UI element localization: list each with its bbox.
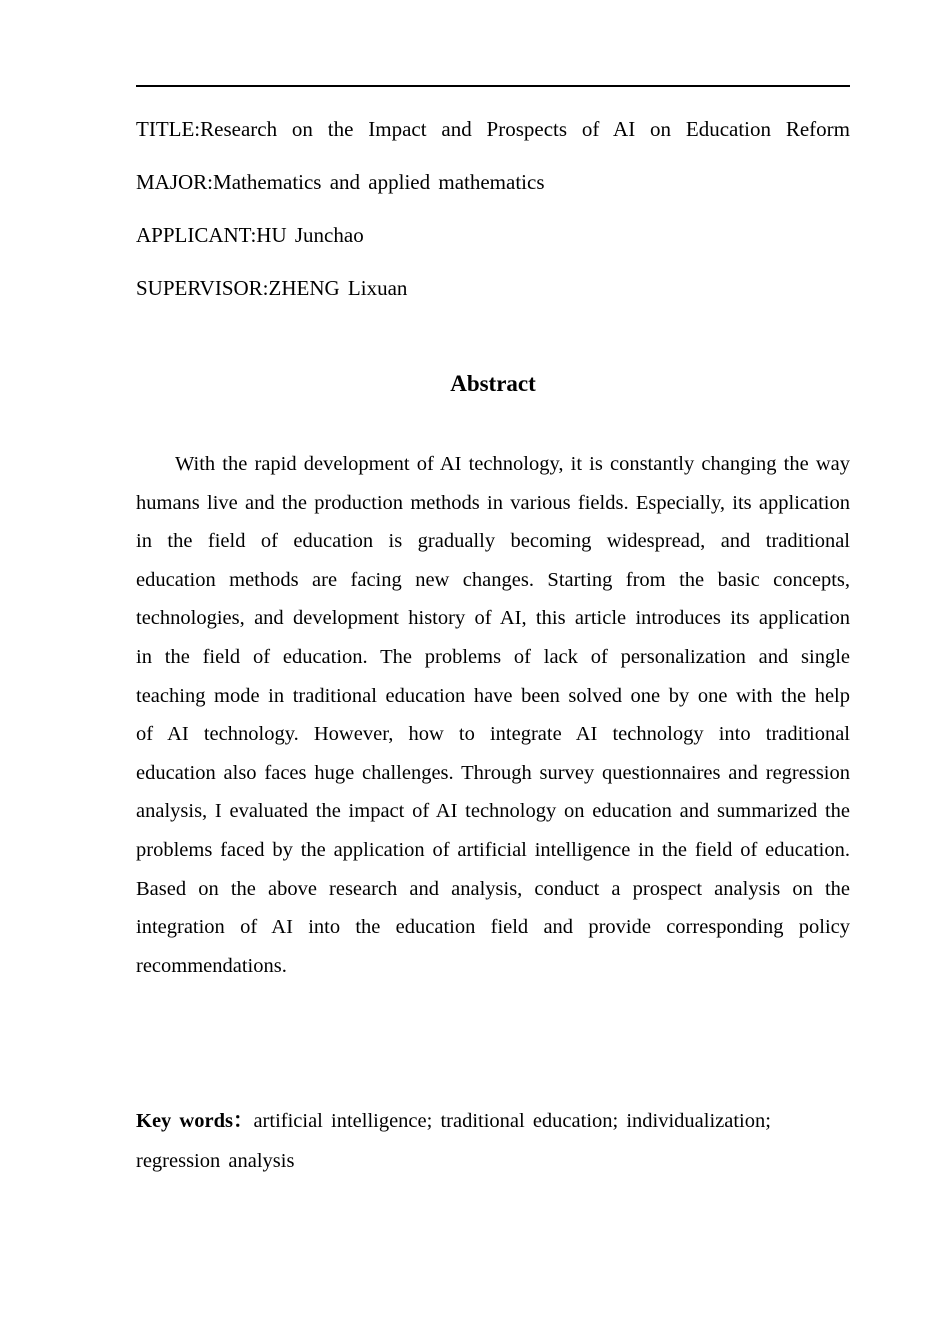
- supervisor-line: SUPERVISOR:ZHENG Lixuan: [136, 276, 408, 300]
- major-line: MAJOR:Mathematics and applied mathematics: [136, 170, 545, 194]
- header-rule: [136, 85, 850, 87]
- abstract-heading: Abstract: [450, 371, 536, 396]
- thesis-title-line: TITLE:Research on the Impact and Prospects of AI on Education Reform: [136, 117, 850, 141]
- keywords-text: artificial intelligence; traditional education; individualization; regression analysis: [136, 1110, 771, 1172]
- keywords-label: Key words：: [136, 1110, 254, 1132]
- keywords-paragraph: [136, 1101, 850, 1181]
- applicant-line: APPLICANT:HU Junchao: [136, 223, 364, 247]
- abstract-body: With the rapid development of AI technology, it is constantly changing the way humans live and the production methods in various fields. Especially, its application in the field of education is gradually becoming widespread, and traditional education methods are facing new changes. Starting from the basic concepts, technologies, and development history of AI, this article introduces its application in the field of education. The problems of lack of personalization and single teaching mode in traditional education have been solved one by one with the help of AI technology. However, how to integrate AI technology into traditional education also faces huge challenges. Through survey questionnaires and regression analysis, I evaluated the impact of AI technology on education and summarized the problems faced by the application of artificial intelligence in the field of education. Based on the above research and analysis, conduct a prospect analysis on the integration of AI into the education field and provide corresponding policy recommendations.: [136, 453, 850, 977]
